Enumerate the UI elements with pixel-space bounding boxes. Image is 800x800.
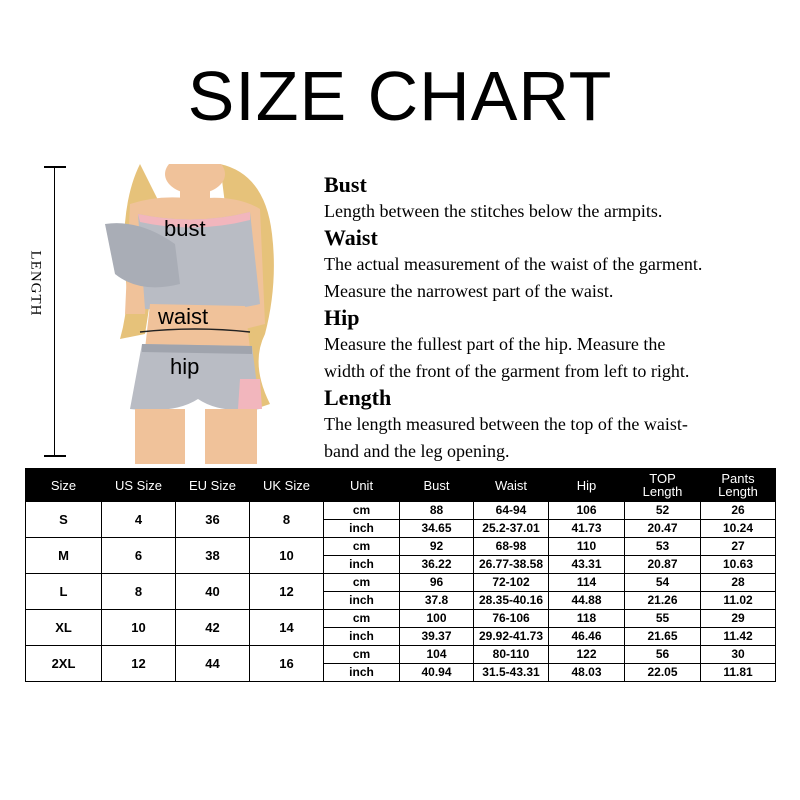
header-waist: Waist bbox=[474, 469, 549, 502]
length-indicator-top-cap bbox=[44, 166, 66, 168]
figure-hip-label: hip bbox=[170, 354, 200, 379]
size-cell: M bbox=[26, 538, 102, 574]
unit-cell: cm bbox=[324, 610, 400, 628]
bust-cell: 34.65 bbox=[400, 520, 474, 538]
unit-cell: inch bbox=[324, 628, 400, 646]
top-length-cell: 21.65 bbox=[625, 628, 701, 646]
hip-cell: 46.46 bbox=[549, 628, 625, 646]
us-size-cell: 12 bbox=[102, 646, 176, 682]
bust-cell: 37.8 bbox=[400, 592, 474, 610]
uk-size-cell: 14 bbox=[250, 610, 324, 646]
table-row bbox=[26, 538, 776, 556]
waist-heading: Waist bbox=[324, 225, 378, 250]
eu-size-cell: 44 bbox=[176, 646, 250, 682]
us-size-cell: 6 bbox=[102, 538, 176, 574]
waist-cell: 68-98 bbox=[474, 538, 549, 556]
header-us-size: US Size bbox=[102, 469, 176, 502]
eu-size-cell: 36 bbox=[176, 502, 250, 538]
header-uk-size: UK Size bbox=[250, 469, 324, 502]
top-length-cell: 54 bbox=[625, 574, 701, 592]
pants-length-cell: 11.02 bbox=[701, 592, 776, 610]
length-label: LENGTH bbox=[27, 234, 44, 334]
unit-cell: inch bbox=[324, 592, 400, 610]
header-bust: Bust bbox=[400, 469, 474, 502]
hip-cell: 122 bbox=[549, 646, 625, 664]
length-indicator-line bbox=[54, 166, 55, 456]
length-indicator-bottom-cap bbox=[44, 455, 66, 457]
header-size: Size bbox=[26, 469, 102, 502]
pants-length-cell: 29 bbox=[701, 610, 776, 628]
waist-cell: 72-102 bbox=[474, 574, 549, 592]
bust-cell: 40.94 bbox=[400, 664, 474, 682]
hip-cell: 43.31 bbox=[549, 556, 625, 574]
waist-cell: 31.5-43.31 bbox=[474, 664, 549, 682]
bust-cell: 104 bbox=[400, 646, 474, 664]
pants-length-cell: 11.81 bbox=[701, 664, 776, 682]
hip-description-line-1: Measure the fullest part of the hip. Measure the bbox=[324, 334, 666, 354]
bust-description: Length between the stitches below the armpits. bbox=[324, 201, 663, 221]
uk-size-cell: 12 bbox=[250, 574, 324, 610]
size-cell: XL bbox=[26, 610, 102, 646]
waist-cell: 28.35-40.16 bbox=[474, 592, 549, 610]
waist-cell: 29.92-41.73 bbox=[474, 628, 549, 646]
waist-description-line-1: The actual measurement of the waist of the garment. bbox=[324, 254, 703, 274]
hip-cell: 118 bbox=[549, 610, 625, 628]
pants-length-cell: 10.63 bbox=[701, 556, 776, 574]
hip-cell: 41.73 bbox=[549, 520, 625, 538]
waist-cell: 25.2-37.01 bbox=[474, 520, 549, 538]
figure-bust-label: bust bbox=[164, 216, 206, 241]
top-length-cell: 20.47 bbox=[625, 520, 701, 538]
hip-heading: Hip bbox=[324, 305, 360, 330]
waist-cell: 76-106 bbox=[474, 610, 549, 628]
pants-length-cell: 28 bbox=[701, 574, 776, 592]
waist-description-line-2: Measure the narrowest part of the waist. bbox=[324, 281, 614, 301]
hip-cell: 44.88 bbox=[549, 592, 625, 610]
hip-cell: 106 bbox=[549, 502, 625, 520]
uk-size-cell: 10 bbox=[250, 538, 324, 574]
hip-description-line-2: width of the front of the garment from left to right. bbox=[324, 361, 690, 381]
bust-heading: Bust bbox=[324, 172, 367, 197]
top-length-cell: 53 bbox=[625, 538, 701, 556]
pants-length-cell: 26 bbox=[701, 502, 776, 520]
unit-cell: cm bbox=[324, 574, 400, 592]
table-header-row bbox=[26, 469, 776, 502]
figure-waist-label: waist bbox=[158, 304, 209, 329]
pants-length-cell: 30 bbox=[701, 646, 776, 664]
size-cell: 2XL bbox=[26, 646, 102, 682]
waist-cell: 80-110 bbox=[474, 646, 549, 664]
unit-cell: cm bbox=[324, 502, 400, 520]
hip-cell: 48.03 bbox=[549, 664, 625, 682]
table-row bbox=[26, 502, 776, 520]
table-row bbox=[26, 574, 776, 592]
us-size-cell: 8 bbox=[102, 574, 176, 610]
bust-cell: 39.37 bbox=[400, 628, 474, 646]
uk-size-cell: 8 bbox=[250, 502, 324, 538]
eu-size-cell: 42 bbox=[176, 610, 250, 646]
unit-cell: cm bbox=[324, 538, 400, 556]
unit-cell: inch bbox=[324, 520, 400, 538]
bust-cell: 88 bbox=[400, 502, 474, 520]
bust-cell: 36.22 bbox=[400, 556, 474, 574]
measurement-descriptions bbox=[324, 172, 794, 465]
bust-cell: 100 bbox=[400, 610, 474, 628]
top-length-cell: 56 bbox=[625, 646, 701, 664]
model-figure bbox=[100, 164, 290, 464]
bust-cell: 92 bbox=[400, 538, 474, 556]
size-cell: L bbox=[26, 574, 102, 610]
us-size-cell: 10 bbox=[102, 610, 176, 646]
hip-cell: 114 bbox=[549, 574, 625, 592]
length-description-line-1: The length measured between the top of the waist- bbox=[324, 414, 688, 434]
top-length-cell: 21.26 bbox=[625, 592, 701, 610]
size-cell: S bbox=[26, 502, 102, 538]
eu-size-cell: 38 bbox=[176, 538, 250, 574]
header-eu-size: EU Size bbox=[176, 469, 250, 502]
header-pants-length: Pants Length bbox=[701, 469, 776, 502]
bust-cell: 96 bbox=[400, 574, 474, 592]
uk-size-cell: 16 bbox=[250, 646, 324, 682]
waist-cell: 64-94 bbox=[474, 502, 549, 520]
us-size-cell: 4 bbox=[102, 502, 176, 538]
unit-cell: inch bbox=[324, 664, 400, 682]
unit-cell: inch bbox=[324, 556, 400, 574]
table-row bbox=[26, 646, 776, 664]
length-heading: Length bbox=[324, 385, 392, 410]
top-length-cell: 22.05 bbox=[625, 664, 701, 682]
header-unit: Unit bbox=[324, 469, 400, 502]
unit-cell: cm bbox=[324, 646, 400, 664]
top-length-cell: 55 bbox=[625, 610, 701, 628]
top-length-cell: 20.87 bbox=[625, 556, 701, 574]
waist-cell: 26.77-38.58 bbox=[474, 556, 549, 574]
pants-length-cell: 27 bbox=[701, 538, 776, 556]
pants-length-cell: 11.42 bbox=[701, 628, 776, 646]
pants-length-cell: 10.24 bbox=[701, 520, 776, 538]
eu-size-cell: 40 bbox=[176, 574, 250, 610]
table-row bbox=[26, 610, 776, 628]
length-description-line-2: band and the leg opening. bbox=[324, 441, 510, 461]
header-top-length: TOP Length bbox=[625, 469, 701, 502]
hip-cell: 110 bbox=[549, 538, 625, 556]
header-hip: Hip bbox=[549, 469, 625, 502]
page-title: SIZE CHART bbox=[187, 57, 613, 135]
top-length-cell: 52 bbox=[625, 502, 701, 520]
size-table bbox=[25, 468, 776, 682]
